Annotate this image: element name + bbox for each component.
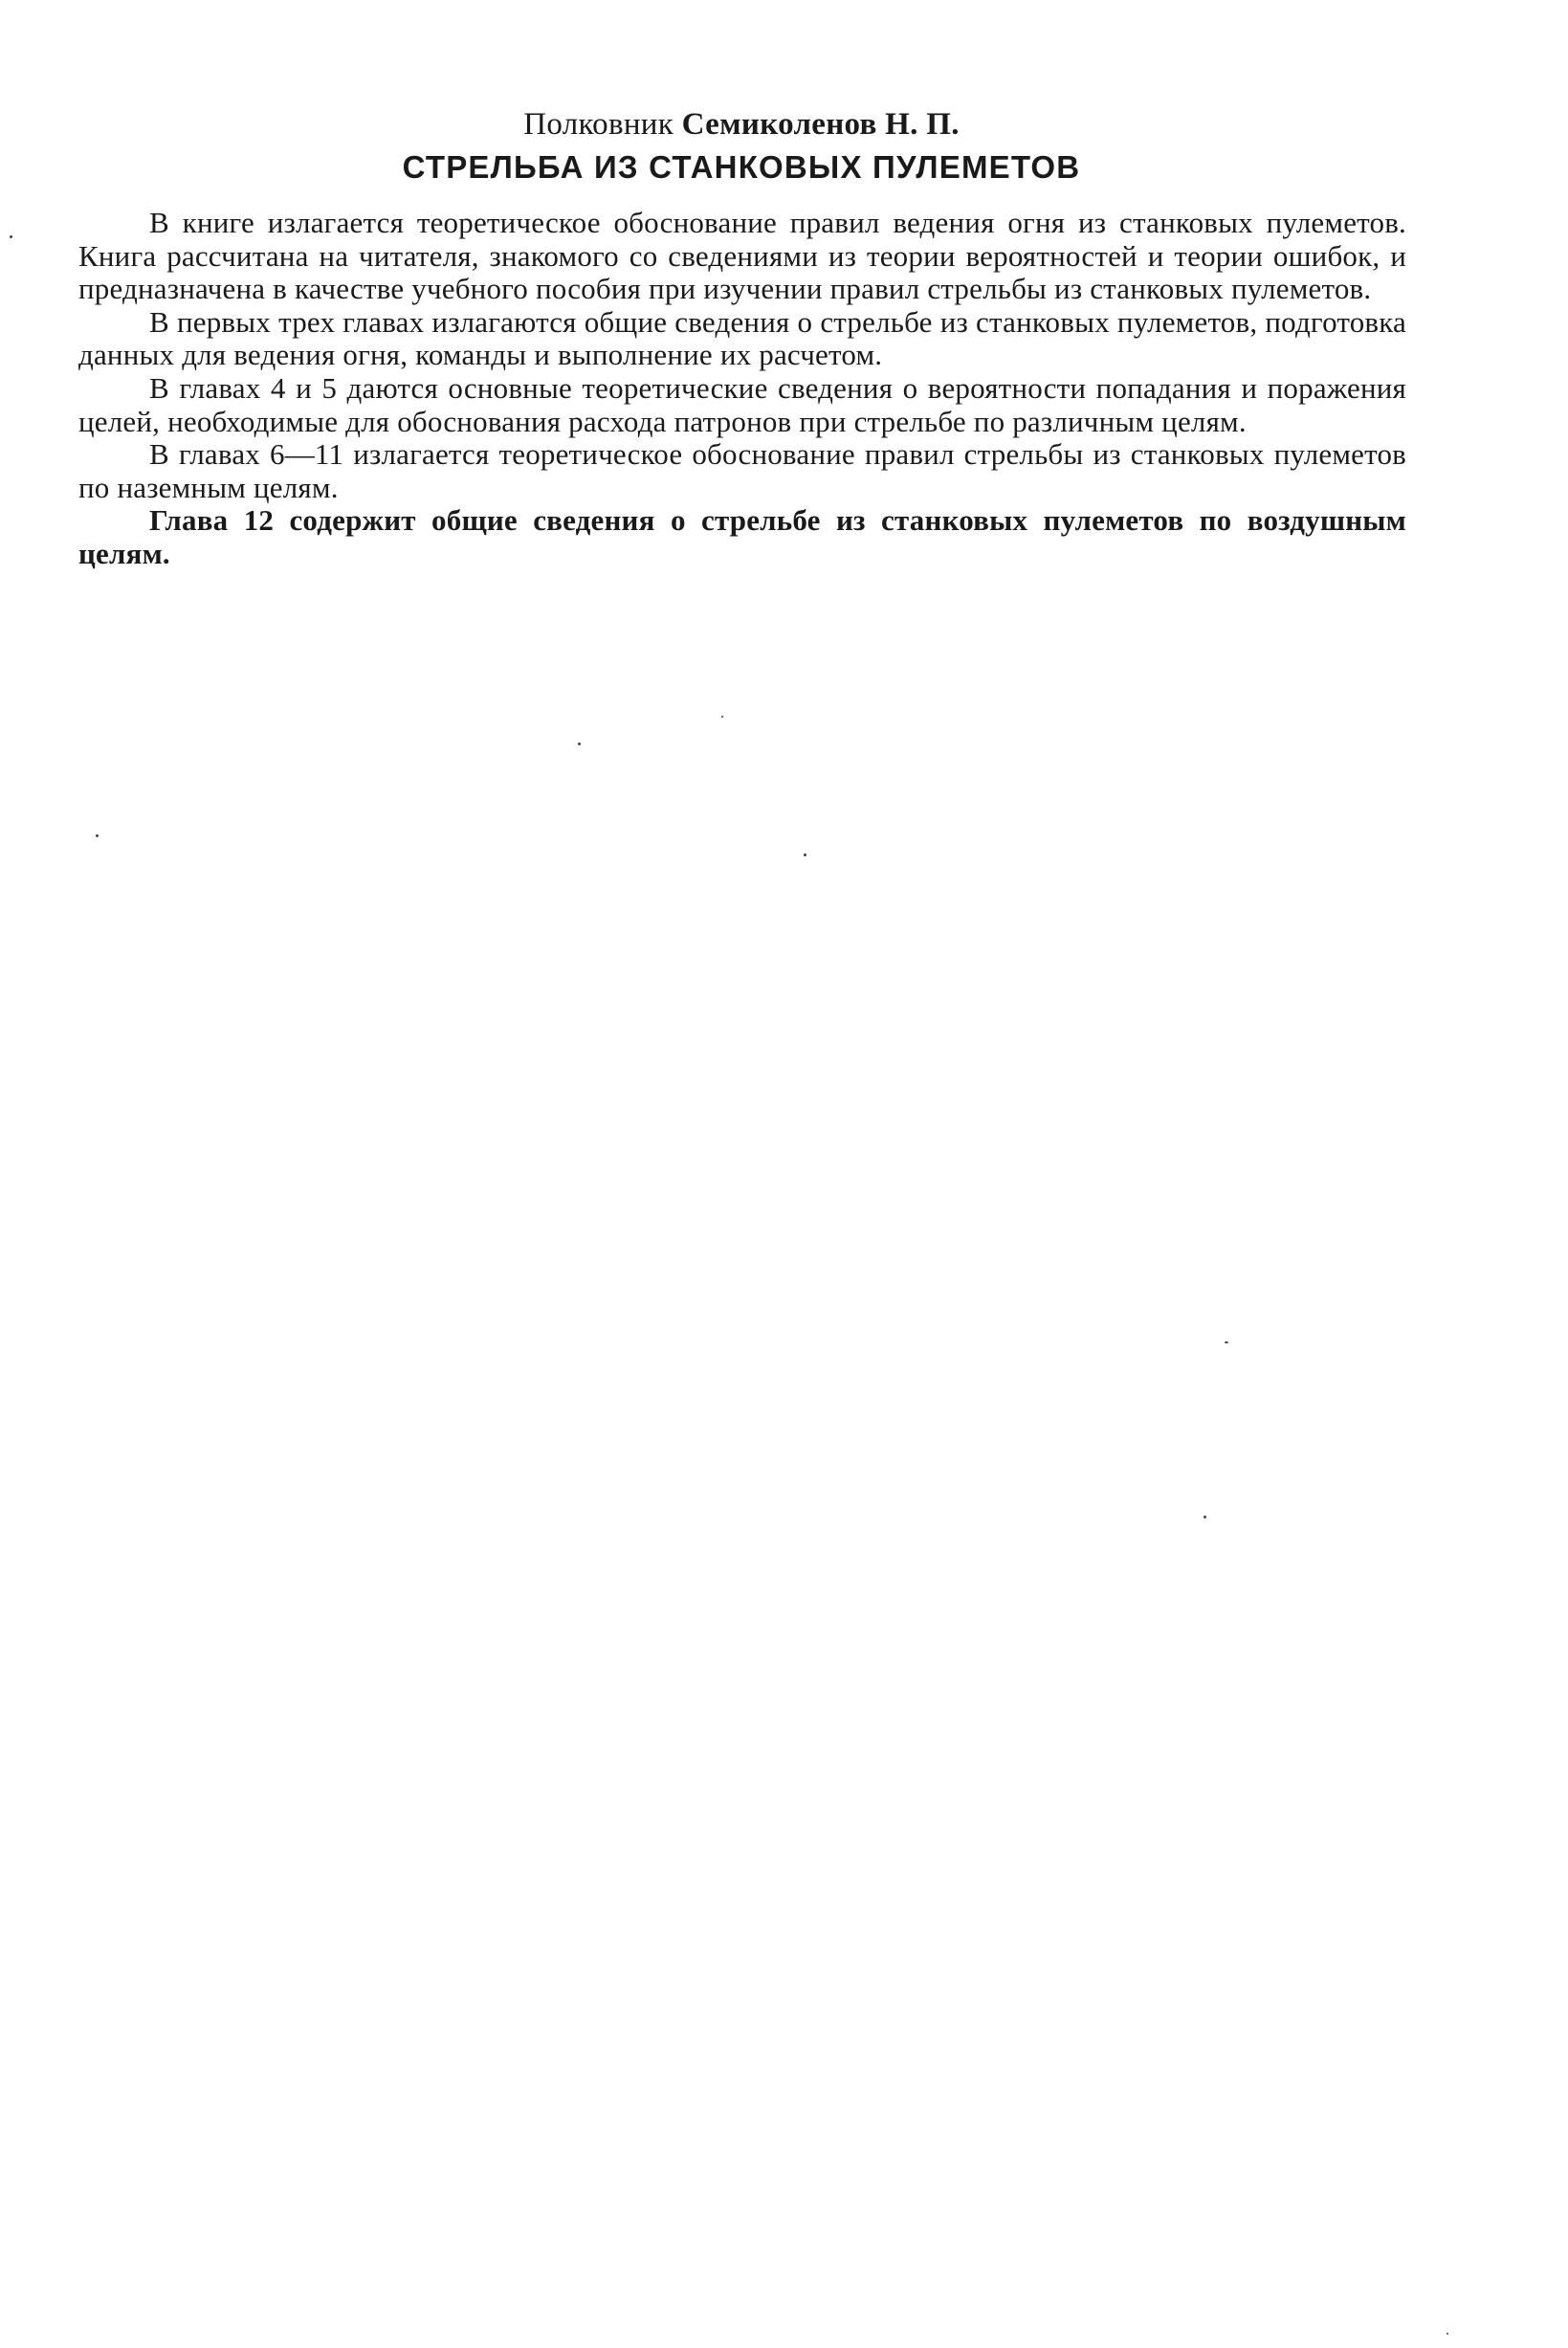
scan-speck: [1225, 1341, 1228, 1343]
scan-speck: [1447, 2333, 1448, 2335]
paragraph-3: В главах 4 и 5 даются основные теоретические сведения о вероятности попадания и поражения целей, необходимые для обоснования расхода патронов при стрельбе по различным целям.: [78, 370, 1406, 438]
scan-speck: [10, 235, 12, 238]
scan-speck: [578, 742, 581, 745]
author-line: [77, 103, 1406, 145]
author-name: Семиколенов Н. П.: [681, 107, 960, 142]
paragraph-4: В главах 6—11 излагается теоретическое обоснование правил стрельбы из станковых пулеметов по наземным целям.: [78, 437, 1406, 504]
scan-speck: [804, 853, 806, 856]
scan-speck: [1204, 1516, 1206, 1518]
scan-speck: [721, 716, 723, 718]
paragraph-2: В первых трех главах излагаются общие сведения о стрельбе из станковых пулеметов, подготовка данных для ведения огня, команды и выполнение их расчетом.: [78, 304, 1406, 372]
scan-speck: [96, 834, 99, 837]
paragraph-5: Глава 12 содержит общие сведения о стрельбе из станковых пулеметов по воздушным целям.: [78, 503, 1406, 570]
annotation-text: [78, 207, 1406, 571]
book-title: СТРЕЛЬБА ИЗ СТАНКОВЫХ ПУЛЕМЕТОВ: [402, 149, 1081, 185]
document-header: [77, 103, 1406, 189]
author-rank: Полковник: [523, 107, 674, 142]
paragraph-1: В книге излагается теоретическое обоснование правил ведения огня из станковых пулеметов. Книга рассчитана на читателя, знакомого со сведениями из теории вероятностей и теории ошибок, и предназначена в качестве учебного пособия при изучении правил стрельбы из станковых пулеметов.: [78, 206, 1406, 306]
